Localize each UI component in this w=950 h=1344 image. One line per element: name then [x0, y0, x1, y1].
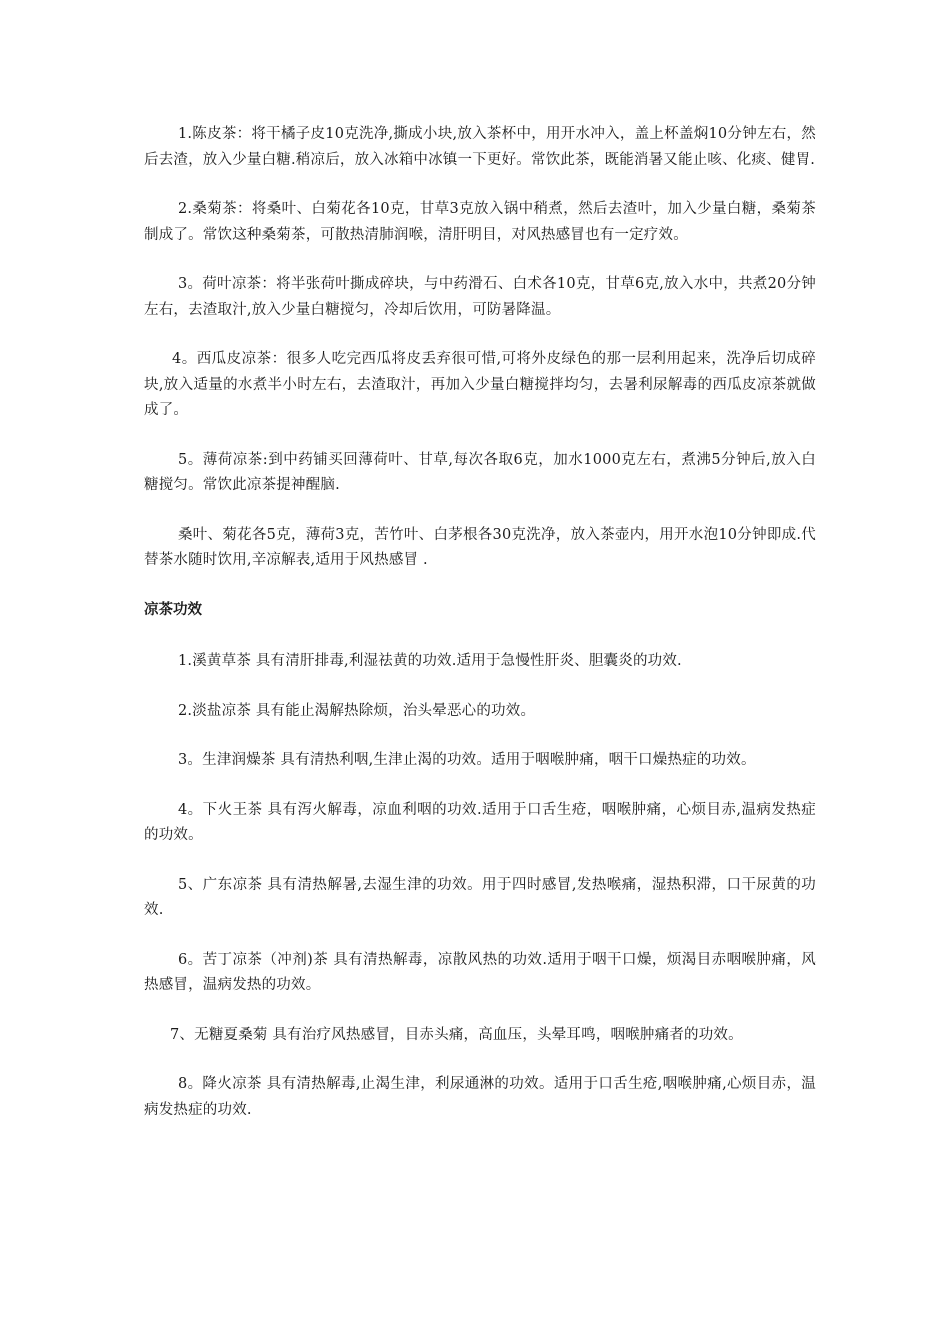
effect-paragraph-7: 7、无糖夏桑菊 具有治疗风热感冒，目赤头痛，高血压，头晕耳鸣，咽喉肿痛者的功效。 [170, 1026, 743, 1043]
document-page [144, 122, 816, 1147]
recipe-paragraph-6: 桑叶、菊花各5克，薄荷3克，苦竹叶、白茅根各30克洗净，放入茶壶内，用开水泡10分钟即成.代替茶水随时饮用,辛凉解表,适用于风热感冒 . [144, 526, 816, 568]
effect-paragraph-2: 2.淡盐凉茶 具有能止渴解热除烦，治头晕恶心的功效。 [178, 702, 536, 719]
effect-paragraph-6: 6。苦丁凉茶（冲剂)茶 具有清热解毒，凉散风热的功效.适用于咽干口燥，烦渴目赤咽喉肿痛，风热感冒，温病发热的功效。 [144, 951, 816, 993]
recipe-paragraph-2: 2.桑菊茶：将桑叶、白菊花各10克，甘草3克放入锅中稍煮，然后去渣叶，加入少量白糖，桑菊茶制成了。常饮这种桑菊茶，可散热清肺润喉，清肝明目，对风热感冒也有一定疗效。 [144, 201, 816, 243]
effect-paragraph-4: 4。下火王茶 具有泻火解毒，凉血利咽的功效.适用于口舌生疮，咽喉肿痛，心烦目赤,温病发热症的功效。 [144, 801, 816, 843]
effect-paragraph-3: 3。生津润燥茶 具有清热利咽,生津止渴的功效。适用于咽喉肿痛，咽干口燥热症的功效。 [178, 752, 756, 768]
recipe-paragraph-1: 1.陈皮茶：将干橘子皮10克洗净,撕成小块,放入茶杯中，用开水冲入，盖上杯盖焖10分钟左右，然后去渣，放入少量白糖.稍凉后，放入冰箱中冰镇一下更好。常饮此茶，既能消暑又能止咳、化痰、健胃. [144, 126, 816, 168]
effect-paragraph-5: 5、广东凉茶 具有清热解暑,去湿生津的功效。用于四时感冒,发热喉痛，湿热积滞，口干尿黄的功效. [144, 876, 816, 918]
recipe-paragraph-4: 4。西瓜皮凉茶：很多人吃完西瓜将皮丢弃很可惜,可将外皮绿色的那一层利用起来，洗净后切成碎块,放入适量的水煮半小时左右，去渣取汁，再加入少量白糖搅拌均匀，去暑利尿解毒的西瓜皮凉茶就做成了。 [144, 351, 816, 418]
recipe-paragraph-5: 5。薄荷凉茶:到中药铺买回薄荷叶、甘草,每次各取6克，加水1000克左右，煮沸5分钟后,放入白糖搅匀。常饮此凉茶提神醒脑. [144, 451, 816, 493]
effect-paragraph-1: 1.溪黄草茶 具有清肝排毒,利湿祛黄的功效.适用于急慢性肝炎、胆囊炎的功效. [178, 653, 682, 669]
recipe-paragraph-3: 3。荷叶凉茶：将半张荷叶撕成碎块，与中药滑石、白术各10克，甘草6克,放入水中，共煮20分钟左右，去渣取汁,放入少量白糖搅匀，冷却后饮用，可防暑降温。 [144, 276, 816, 318]
effect-paragraph-8: 8。降火凉茶 具有清热解毒,止渴生津，利尿通淋的功效。适用于口舌生疮,咽喉肿痛,心烦目赤，温病发热症的功效. [144, 1076, 816, 1118]
section-title: 凉茶功效 [144, 601, 202, 618]
